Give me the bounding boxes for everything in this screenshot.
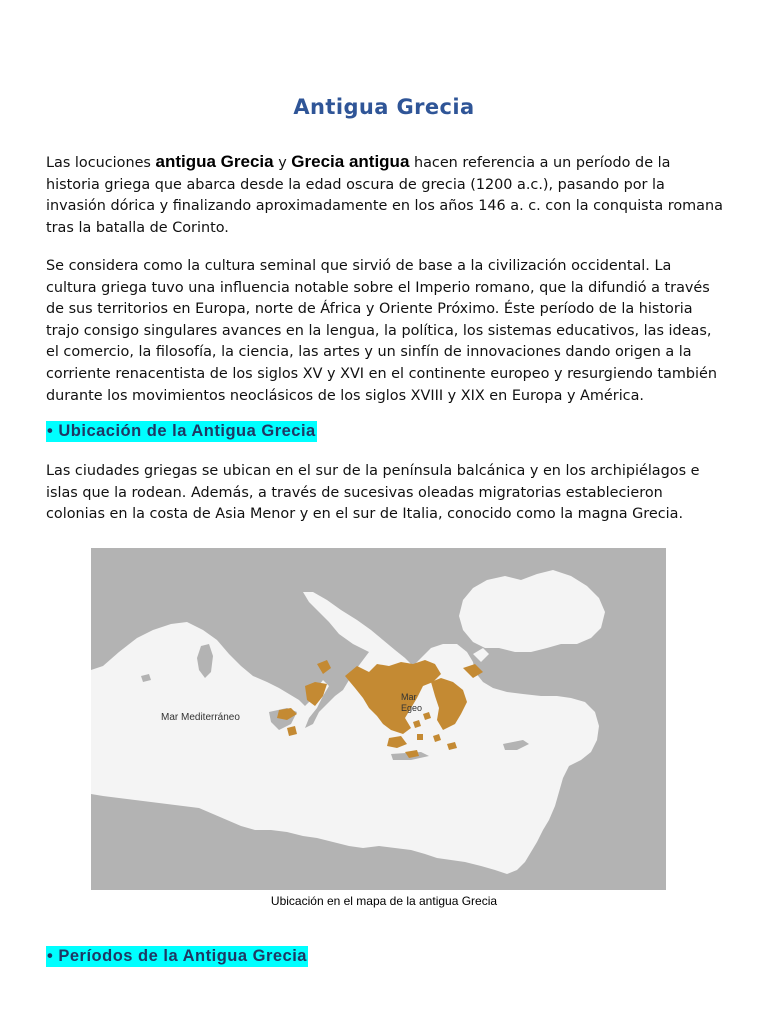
culture-paragraph: Se considera como la cultura seminal que sirvió de base a la civilización occidental. La cultura griega tuvo una influencia notable sobre el Imperio romano, que la difundió a través de sus territorios en Europa, norte de África y Oriente Próximo. Éste período de la historia trajo consigo singulares avances en la lengua, la política, los sistemas educativos, las ideas, el comercio, la filosofía, la ciencia, las artes y un sinfín de innovaciones dando origen a la corriente renacentista de los siglos XV y XVI en el continente europeo y resurgiendo también durante los movimientos neoclásicos de los siglos XVIII y XIX en Europa y América. [46, 258, 718, 404]
location-heading: • Ubicación de la Antigua Grecia [47, 422, 316, 440]
term-grecia-antigua: Grecia antigua [291, 152, 410, 171]
intro-mid: y [273, 155, 292, 171]
map-caption: Ubicación en el mapa de la antigua Grecia [270, 894, 498, 908]
mediterranean-label: Mar Mediterráneo [161, 712, 240, 723]
ancient-greece-map [91, 548, 666, 890]
page-title: Antigua Grecia [293, 95, 475, 119]
location-paragraph: Las ciudades griegas se ubican en el sur de la península balcánica y en los archipiélagos e islas que la rodean. Además, a través de sucesivas oleadas migratorias establecieron colonias en la costa de Asia Menor y en el sur de Italia, conocido como la magna Grecia. [46, 463, 700, 523]
aegean-label-line1: Mar [401, 692, 417, 702]
periods-heading: • Períodos de la Antigua Grecia [47, 947, 307, 965]
intro-post: hacen referencia a un período de la historia griega que abarca desde la edad oscura de grecia (1200 a.c.), pasando por la invasión dórica y finalizando aproximadamente en los años 146 a. c. con la conquista romana tras la batalla de Corinto. [46, 155, 723, 236]
aegean-label-line2: Egeo [401, 703, 423, 713]
intro-pre: Las locuciones [46, 155, 156, 171]
intro-paragraph [46, 151, 726, 239]
term-antigua-grecia: antigua Grecia [155, 152, 274, 171]
